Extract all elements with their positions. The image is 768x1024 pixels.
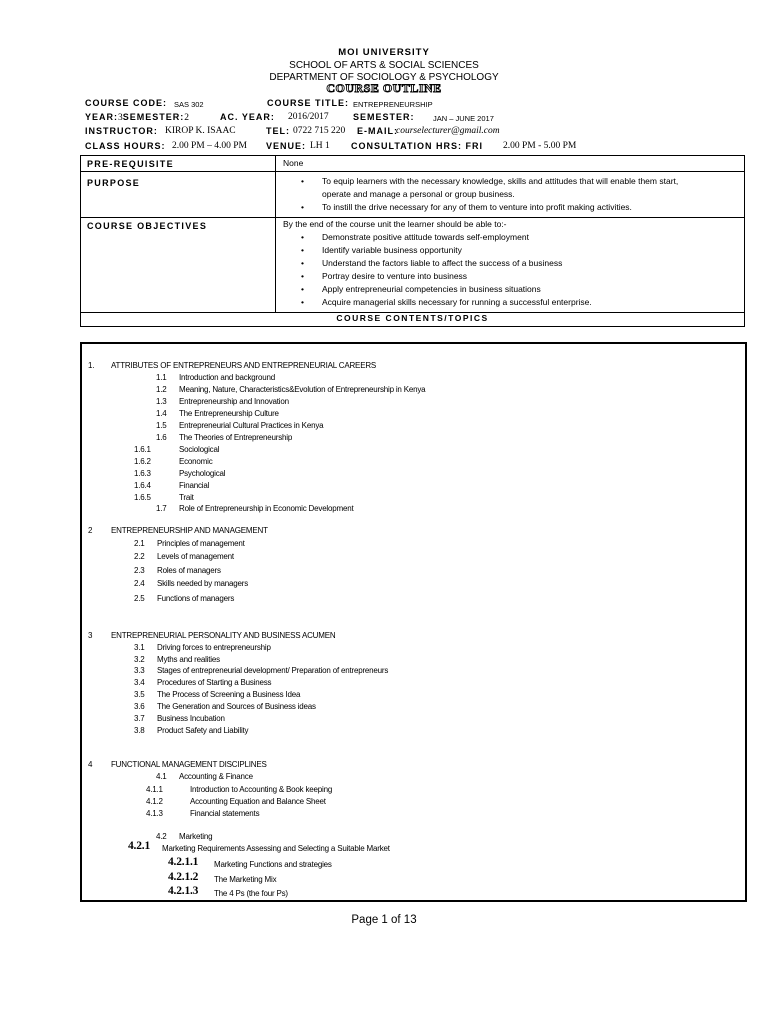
item-text: Economic [179,457,213,466]
item-number: 1.6.3 [134,469,151,478]
purpose-label: PURPOSE [87,178,141,188]
item-number: 3.1 [134,643,145,652]
item-number: 3.3 [134,666,145,675]
topic-title: FUNCTIONAL MANAGEMENT DISCIPLINES [111,760,267,769]
department-name: DEPARTMENT OF SOCIOLOGY & PSYCHOLOGY [269,72,499,83]
table-divider [81,171,744,172]
item-text: The Generation and Sources of Business ideas [157,702,316,711]
topic-number: 4 [88,760,93,769]
item-number: 3.5 [134,690,145,699]
tel-label: TEL: [266,126,290,136]
item-number: 2.2 [134,552,145,561]
item-number: 1.7 [156,504,167,513]
email-value: courselecturer@gmail.com [396,126,500,136]
topic-title: ENTREPRENEURIAL PERSONALITY AND BUSINESS ACUMEN [111,631,336,640]
item-text: Procedures of Starting a Business [157,678,272,687]
item-number: 1.6.1 [134,445,151,454]
venue-value: LH 1 [310,141,330,151]
prerequisite-label: PRE-REQUISITE [87,159,174,169]
item-number: 1.6.2 [134,457,151,466]
item-text: The Process of Screening a Business Idea [157,690,301,699]
item-number: 4.2.1.1 [168,856,199,868]
ac-year-label: AC. YEAR: [220,112,275,122]
year-field [85,112,189,124]
year-label: YEAR: [85,112,119,122]
item-number: 4.1.3 [146,809,163,818]
semester-period-label: SEMESTER: [353,112,415,122]
class-hours-value: 2.00 PM – 4.00 PM [172,141,247,151]
item-text: Principles of management [157,539,245,548]
item-text: Driving forces to entrepreneurship [157,643,271,652]
objective-text: Understand the factors liable to affect the success of a business [322,258,563,268]
item-text: Meaning, Nature, Characteristics&Evolution of Entrepreneurship in Kenya [179,385,426,394]
ac-year-value: 2016/2017 [288,112,329,122]
item-number: 4.1.2 [146,797,163,806]
item-text: The Entrepreneurship Culture [179,409,279,418]
purpose-text: To equip learners with the necessary knowledge, skills and attitudes that will enable them start, [322,176,679,186]
item-number: 1.6.5 [134,493,151,502]
item-number: 3.2 [134,655,145,664]
bullet-icon: • [301,245,304,255]
bullet-icon: • [301,176,304,186]
course-contents-heading: COURSE CONTENTS/TOPICS [336,313,489,323]
topic-number: 3 [88,631,93,640]
instructor-value: KIROP K. ISAAC [165,126,236,136]
semester-period-value: JAN – JUNE 2017 [433,114,494,123]
item-text: Roles of managers [157,566,221,575]
item-text: Skills needed by managers [157,579,249,588]
course-code-value: SAS 302 [174,100,204,109]
item-text: Entrepreneurial Cultural Practices in Kenya [179,421,324,430]
semester-value: 2 [184,113,190,123]
purpose-text: operate and manage a personal or group business. [322,189,515,199]
item-number: 3.8 [134,726,145,735]
table-column-divider [275,156,276,312]
item-text: Functions of managers [157,594,235,603]
item-number: 4.1 [156,772,167,781]
course-code-label: COURSE CODE: [85,98,168,108]
item-text: Marketing Requirements Assessing and Selecting a Suitable Market [162,844,390,853]
class-hours-label: CLASS HOURS: [85,141,166,151]
bullet-icon: • [301,258,304,268]
topic-number: 2 [88,526,93,535]
item-text: Sociological [179,445,220,454]
item-text: Introduction and background [179,373,276,382]
item-text: Accounting Equation and Balance Sheet [190,797,326,806]
venue-label: VENUE: [266,141,307,151]
semester-label: SEMESTER: [122,112,185,122]
consultation-value: 2.00 PM - 5.00 PM [503,141,577,151]
item-text: Accounting & Finance [179,772,253,781]
item-number: 3.7 [134,714,145,723]
purpose-text: To instill the drive necessary for any of them to venture into profit making activities. [322,202,632,212]
tel-value: 0722 715 220 [293,126,346,136]
objectives-intro: By the end of the course unit the learner should be able to:- [283,219,507,229]
course-title-value: ENTREPRENEURSHIP [353,100,433,109]
item-number: 1.6.4 [134,481,151,490]
item-number: 1.1 [156,373,167,382]
item-text: Stages of entrepreneurial development/ Preparation of entrepreneurs [157,666,389,675]
objective-text: Apply entrepreneurial competencies in business situations [322,284,541,294]
objective-text: Identify variable business opportunity [322,245,462,255]
item-text: Product Safety and Liability [157,726,249,735]
consultation-label: CONSULTATION HRS: FRI [351,141,483,151]
objectives-label: COURSE OBJECTIVES [87,221,208,231]
item-text: Financial [179,481,210,490]
year-value: 3 [118,113,123,123]
item-number: 1.4 [156,409,167,418]
item-number: 1.3 [156,397,167,406]
item-number: 4.1.1 [146,785,163,794]
item-number: 3.4 [134,678,145,687]
email-label: E-MAIL: [357,126,398,136]
course-title-label: COURSE TITLE: [267,98,349,108]
item-text: Business Incubation [157,714,225,723]
item-text: Role of Entrepreneurship in Economic Development [179,504,354,513]
item-text: Marketing [179,832,213,841]
item-number: 2.3 [134,566,145,575]
topic-title: ENTREPRENEURSHIP AND MANAGEMENT [111,526,268,535]
item-number: 4.2.1.2 [168,871,199,883]
item-text: The 4 Ps (the four Ps) [214,889,288,898]
item-number: 2.4 [134,579,145,588]
page-number: Page 1 of 13 [351,914,417,926]
item-text: Marketing Functions and strategies [214,860,332,869]
objective-text: Acquire managerial skills necessary for running a successful enterprise. [322,297,592,307]
document-title: COURSE OUTLINE [326,81,442,95]
bullet-icon: • [301,284,304,294]
bullet-icon: • [301,232,304,242]
objective-text: Demonstrate positive attitude towards self-employment [322,232,529,242]
item-text: Myths and realities [157,655,220,664]
topic-number: 1. [88,361,95,370]
instructor-label: INSTRUCTOR: [85,126,158,136]
course-info-table [80,155,745,327]
objective-text: Portray desire to venture into business [322,271,468,281]
school-name: SCHOOL OF ARTS & SOCIAL SCIENCES [289,60,479,71]
topic-title: ATTRIBUTES OF ENTREPRENEURS AND ENTREPRENEURIAL CAREERS [111,361,377,370]
item-text: Entrepreneurship and Innovation [179,397,289,406]
item-text: Levels of management [157,552,234,561]
course-topics-box [80,342,747,902]
university-name: MOI UNIVERSITY [338,47,430,58]
bullet-icon: • [301,297,304,307]
item-number: 2.5 [134,594,145,603]
item-number: 3.6 [134,702,145,711]
item-number: 4.2 [156,832,167,841]
item-text: Psychological [179,469,226,478]
item-text: Trait [179,493,194,502]
prerequisite-value: None [283,158,304,168]
item-text: The Theories of Entrepreneurship [179,433,293,442]
item-number: 1.6 [156,433,167,442]
item-text: Introduction to Accounting & Book keeping [190,785,333,794]
item-number: 1.2 [156,385,167,394]
item-text: The Marketing Mix [214,875,277,884]
item-number: 2.1 [134,539,145,548]
item-number: 1.5 [156,421,167,430]
bullet-icon: • [301,271,304,281]
bullet-icon: • [301,202,304,212]
item-number: 4.2.1.3 [168,885,199,897]
item-text: Financial statements [190,809,260,818]
item-number: 4.2.1 [128,840,151,852]
